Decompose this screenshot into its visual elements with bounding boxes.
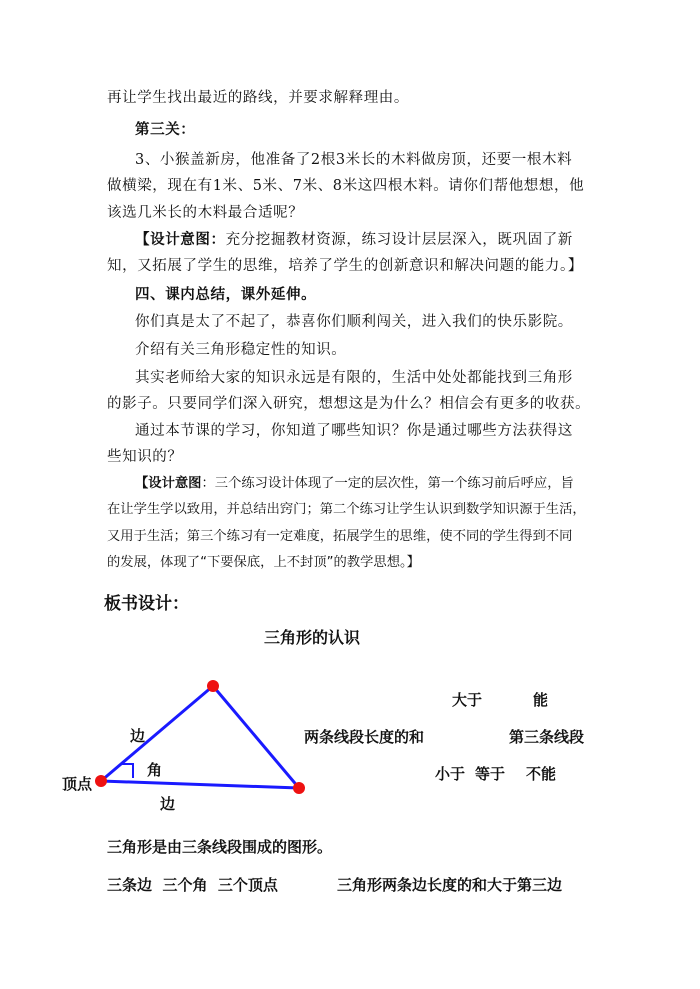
label-greater: 大于 [452, 691, 483, 709]
design-intent-2-line-4: 的发展，体现了“下要保底，上不封顶”的教学思想。】 [107, 555, 420, 570]
section-four-title: 四、课内总结，课外延伸。 [135, 286, 317, 303]
angle-mark [122, 764, 133, 778]
board-title: 三角形的认识 [264, 628, 361, 647]
triangle-inequality-rule: 三角形两条边长度的和大于第三边 [337, 876, 563, 894]
triangle-definition: 三角形是由三条线段围成的图形。 [107, 838, 333, 856]
vertex-label: 顶点 [62, 775, 93, 793]
sum-of-two-segments: 两条线段长度的和 [304, 728, 425, 746]
level-three-title: 第三关： [135, 121, 196, 138]
problem-3-line-1: 3、小猴盖新房，他准备了2根3米长的木料做房顶，还要一根木料 [135, 152, 573, 168]
design-intent-2-label: 【设计意图 [135, 476, 202, 491]
label-can: 能 [533, 691, 549, 709]
design-intent-2-text: ：三个练习设计体现了一定的层次性，第一个练习前后呼应，旨 [201, 476, 574, 491]
vertex-dot-right [293, 782, 305, 794]
board-design-heading: 板书设计： [104, 594, 189, 614]
design-intent-1-line-2: 知，又拓展了学生的思维，培养了学生的创新意识和解决问题的能力。】 [107, 258, 583, 274]
label-less: 小于 [435, 765, 466, 783]
vertex-dot-left [95, 775, 107, 787]
side-label-bottom: 边 [160, 795, 176, 813]
angle-label: 角 [147, 761, 163, 779]
paragraph-question-line-1: 通过本节课的学习，你知道了哪些知识？你是通过哪些方法获得这 [135, 423, 573, 439]
problem-3-line-2: 做横梁，现在有1米、5米、7米、8米这四根木料。请你们帮他想想，他 [107, 178, 585, 194]
problem-3-line-3: 该选几米长的木料最合适呢？ [107, 205, 304, 221]
design-intent-2-line-2: 在让学生学以致用，并总结出窍门；第二个练习让学生认识到数学知识源于生活， [107, 502, 586, 517]
triangle-side-bottom [101, 781, 299, 788]
side-label-left: 边 [130, 727, 146, 745]
paragraph-congrats: 你们真是太了不起了，恭喜你们顺利闯关，进入我们的快乐影院。 [135, 314, 573, 330]
design-intent-2-line-3: 又用于生活；第三个练习有一定难度，拓展学生的思维，使不同的学生得到不同 [107, 529, 573, 544]
paragraph-question-line-2: 些知识的？ [107, 449, 183, 465]
triangle-parts: 三条边 三个角 三个顶点 [107, 876, 278, 894]
label-cannot: 不能 [526, 765, 557, 783]
label-equal: 等于 [475, 765, 506, 783]
paragraph-route: 再让学生找出最近的路线，并要求解释理由。 [107, 90, 409, 106]
triangle-side-right [213, 686, 299, 788]
design-intent-label: 【设计意图： [135, 231, 226, 248]
paragraph-shadow-line-1: 其实老师给大家的知识永远是有限的，生活中处处都能找到三角形 [135, 370, 573, 386]
paragraph-stability: 介绍有关三角形稳定性的知识。 [135, 342, 347, 358]
design-intent-text: 充分挖掘教材资源，练习设计层层深入，既巩固了新 [225, 232, 573, 248]
label-third-segment: 第三条线段 [509, 728, 585, 746]
paragraph-shadow-line-2: 的影子。只要同学们深入研究，想想这是为什么？相信会有更多的收获。 [107, 396, 591, 412]
vertex-dot-top [207, 680, 219, 692]
